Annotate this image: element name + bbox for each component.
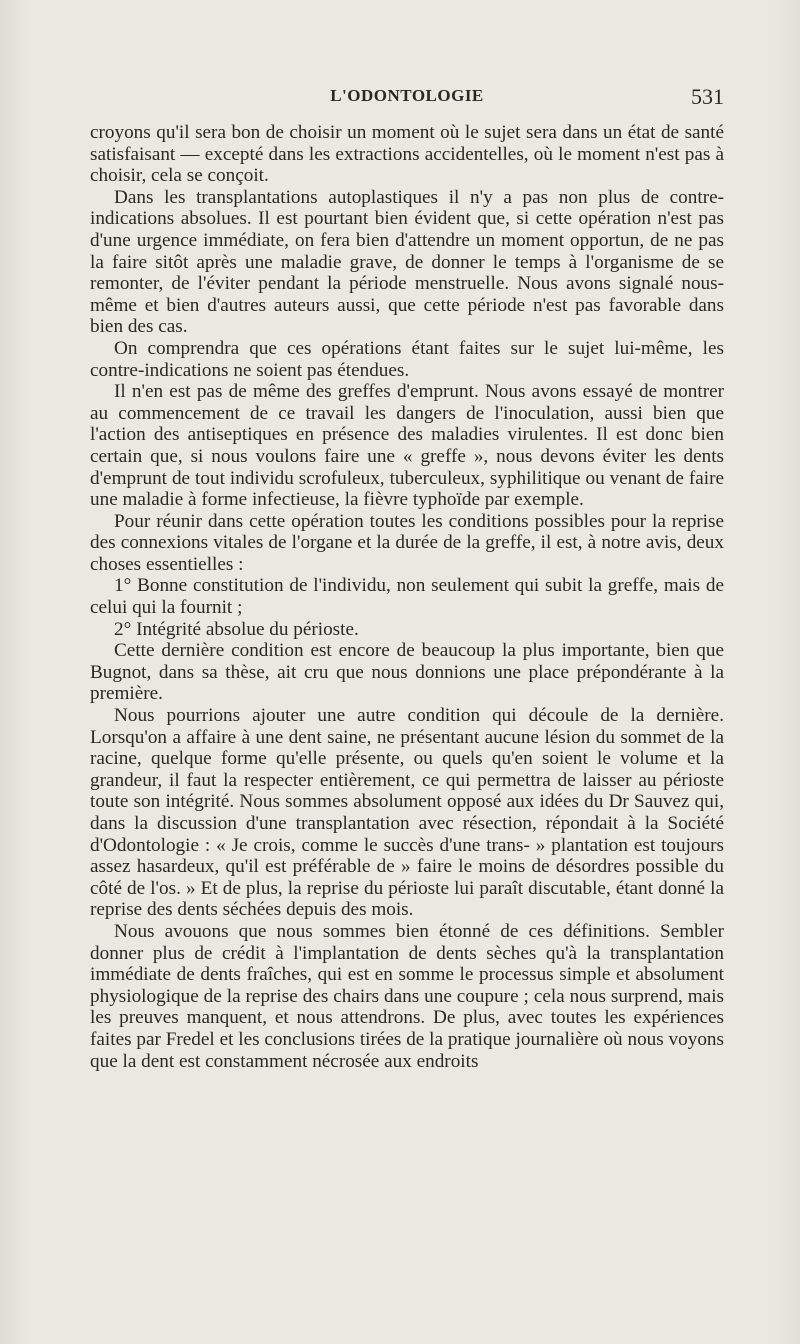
paragraph: Dans les transplantations autoplastiques il n'y a pas non plus de contre-indications absolues. Il est pourtant bien évident que, si cette opération n'est pas d'une urgence immédiate, on fera bien d'attendre un moment opportun, de ne pas la faire sitôt après une maladie grave, de donner le temps à l'organisme de se remonter, de l'éviter pendant la période menstruelle. Nous avons signalé nous-même et bien d'autres auteurs aussi, que cette période n'est pas favorable dans bien des cas. <box>90 186 724 338</box>
list-item: 1° Bonne constitution de l'individu, non seulement qui subit la greffe, mais de celui qui la fournit ; <box>90 575 724 619</box>
paragraph: Pour réunir dans cette opération toutes les conditions possibles pour la reprise des connexions vitales de l'organe et la durée de la greffe, il est, à notre avis, deux choses essentielles : <box>90 510 724 575</box>
page-number: 531 <box>691 84 724 109</box>
list-item: 2° Intégrité absolue du périoste. <box>114 618 359 640</box>
paragraph: Cette dernière condition est encore de beaucoup la plus importante, bien que Bugnot, dans sa thèse, ait cru que nous donnions une place prépondérante à la première. <box>90 640 724 705</box>
paragraph: On comprendra que ces opérations étant faites sur le sujet lui-même, les contre-indications ne soient pas étendues. <box>90 337 724 381</box>
paragraph: Nous pourrions ajouter une autre condition qui découle de la dernière. Lorsqu'on a affaire à une dent saine, ne présentant aucune lésion du sommet de la racine, quelque forme qu'elle présente, ou quels qu'en soient le volume et la grandeur, il faut la respecter entièrement, ce qui permettra de laisser au périoste toute son intégrité. Nous sommes absolument opposé aux idées du Dr Sauvez qui, dans la discussion d'une transplantation avec résection, répondait à la Société d'Odontologie : « Je crois, comme le succès d'une trans- » plantation est toujours assez hasardeux, qu'il est préférable de » faire le moins de désordres possible du côté de l'os. » Et de plus, la reprise du périoste lui paraît discutable, étant donné la reprise des dents séchées depuis des mois. <box>90 705 724 921</box>
running-title: L'ODONTOLOGIE <box>330 86 484 105</box>
body-text <box>90 122 724 1072</box>
paragraph: croyons qu'il sera bon de choisir un moment où le sujet sera dans un état de santé satisfaisant — excepté dans les extractions accidentelles, où le moment n'est pas à choisir, cela se conçoit. <box>90 122 724 187</box>
paragraph: Nous avouons que nous sommes bien étonné de ces définitions. Sembler donner plus de crédit à l'implantation de dents sèches qu'à la transplantation immédiate de dents fraîches, qui est en somme le processus simple et absolument physiologique de la reprise des chairs dans une coupure ; cela nous surprend, mais les preuves manquent, et nous attendrons. De plus, avec toutes les expériences faites par Fredel et les conclusions tirées de la pratique journalière où nous voyons que la dent est constamment nécrosée aux endroits <box>90 920 724 1072</box>
paragraph: Il n'en est pas de même des greffes d'emprunt. Nous avons essayé de montrer au commencement de ce travail les dangers de l'inoculation, aussi bien que l'action des antiseptiques en présence des maladies virulentes. Il est donc bien certain que, si nous voulons faire une « greffe », nous devons éviter les dents d'emprunt de tout individu scrofuleux, tuberculeux, syphilitique ou venant de faire une maladie à forme infectieuse, la fièvre typhoïde par exemple. <box>90 381 724 511</box>
page-header <box>90 86 724 114</box>
